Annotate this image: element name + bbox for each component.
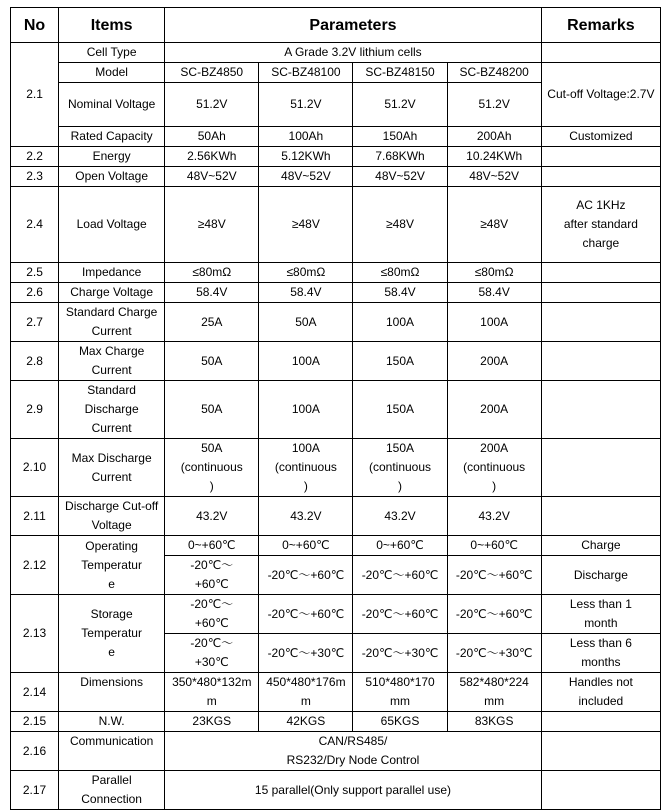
param-value: SC-BZ4850 — [165, 63, 259, 83]
param-value: 582*480*224 mm — [447, 673, 541, 712]
row-no: 2.13 — [11, 595, 59, 673]
param-value: -20℃～+30℃ — [353, 634, 447, 673]
remark-cell — [541, 283, 660, 303]
param-value: 58.4V — [353, 283, 447, 303]
param-value: -20℃～+60℃ — [259, 556, 353, 595]
remark-cell: Less than 1 month — [541, 595, 660, 634]
param-value: 48V~52V — [447, 167, 541, 187]
param-value: ≥48V — [353, 187, 447, 263]
remark-cell — [541, 732, 660, 771]
param-value: 150A (continuous) — [353, 439, 447, 497]
param-value: 200A — [447, 381, 541, 439]
row-operating-temp-charge — [11, 536, 661, 556]
remark-cell: Less than 6 months — [541, 634, 660, 673]
param-value: SC-BZ48150 — [353, 63, 447, 83]
row-energy — [11, 147, 661, 167]
param-value: 58.4V — [259, 283, 353, 303]
row-no: 2.4 — [11, 187, 59, 263]
param-value: 83KGS — [447, 712, 541, 732]
row-no: 2.10 — [11, 439, 59, 497]
param-value: ≥48V — [259, 187, 353, 263]
row-rated-capacity — [11, 127, 661, 147]
param-value: 100A — [447, 303, 541, 342]
param-value: 48V~52V — [353, 167, 447, 187]
row-no: 2.16 — [11, 732, 59, 771]
row-communication — [11, 732, 661, 771]
header-items: Items — [59, 8, 165, 43]
param-value: -20℃～+60℃ — [259, 595, 353, 634]
item-label: Cell Type — [59, 43, 165, 63]
row-no: 2.14 — [11, 673, 59, 712]
param-value: 510*480*170 mm — [353, 673, 447, 712]
item-label: Max Charge Current — [59, 342, 165, 381]
param-value: 0~+60℃ — [353, 536, 447, 556]
row-impedance — [11, 263, 661, 283]
row-no: 2.12 — [11, 536, 59, 595]
remark-cell — [541, 712, 660, 732]
param-value: 23KGS — [165, 712, 259, 732]
item-label: Standard Discharge Current — [59, 381, 165, 439]
param-value: 50A (continuous) — [165, 439, 259, 497]
param-value: 7.68KWh — [353, 147, 447, 167]
item-label: Energy — [59, 147, 165, 167]
header-remarks: Remarks — [541, 8, 660, 43]
item-label: Impedance — [59, 263, 165, 283]
item-label: Standard Charge Current — [59, 303, 165, 342]
item-label: Parallel Connection — [59, 771, 165, 810]
param-value: 200Ah — [447, 127, 541, 147]
remark-cell: Handles not included — [541, 673, 660, 712]
remark-cell: AC 1KHz after standard charge — [541, 187, 660, 263]
param-value: 42KGS — [259, 712, 353, 732]
param-value: 2.56KWh — [165, 147, 259, 167]
param-value: 10.24KWh — [447, 147, 541, 167]
row-no: 2.11 — [11, 497, 59, 536]
param-value: 51.2V — [447, 83, 541, 127]
param-value: 43.2V — [165, 497, 259, 536]
item-label: N.W. — [59, 712, 165, 732]
row-std-charge-current — [11, 303, 661, 342]
param-value: 0~+60℃ — [447, 536, 541, 556]
row-nw — [11, 712, 661, 732]
row-no: 2.17 — [11, 771, 59, 810]
item-label: Charge Voltage — [59, 283, 165, 303]
param-value: -20℃～+60℃ — [165, 595, 259, 634]
param-value: 5.12KWh — [259, 147, 353, 167]
param-value: 50A — [259, 303, 353, 342]
remark-cell — [541, 381, 660, 439]
param-value: 200A (continuous) — [447, 439, 541, 497]
param-value: 15 parallel(Only support parallel use) — [165, 771, 542, 810]
param-value: 100A — [259, 381, 353, 439]
item-label: Communication — [59, 732, 165, 771]
param-value: 100A — [259, 342, 353, 381]
remark-cell: Charge — [541, 536, 660, 556]
param-value: SC-BZ48100 — [259, 63, 353, 83]
param-value: ≤80mΩ — [353, 263, 447, 283]
param-value: 65KGS — [353, 712, 447, 732]
item-label: Discharge Cut-off Voltage — [59, 497, 165, 536]
param-value: 200A — [447, 342, 541, 381]
row-discharge-cutoff — [11, 497, 661, 536]
param-value: ≥48V — [165, 187, 259, 263]
row-max-discharge-current — [11, 439, 661, 497]
param-value: 100A (continuous) — [259, 439, 353, 497]
row-max-charge-current — [11, 342, 661, 381]
param-value: SC-BZ48200 — [447, 63, 541, 83]
row-dimensions — [11, 673, 661, 712]
row-load-voltage — [11, 187, 661, 263]
param-value: -20℃～+60℃ — [353, 595, 447, 634]
communication-line-2: RS232/Dry Node Control — [286, 753, 420, 767]
param-value: -20℃～+30℃ — [447, 634, 541, 673]
specification-table — [10, 7, 661, 810]
param-value: 100Ah — [259, 127, 353, 147]
item-label: Open Voltage — [59, 167, 165, 187]
param-value: 43.2V — [353, 497, 447, 536]
row-open-voltage — [11, 167, 661, 187]
item-label: Model — [59, 63, 165, 83]
param-value: 150Ah — [353, 127, 447, 147]
param-value: 50A — [165, 381, 259, 439]
param-value: A Grade 3.2V lithium cells — [165, 43, 542, 63]
param-value: 48V~52V — [165, 167, 259, 187]
header-parameters: Parameters — [165, 8, 542, 43]
row-cell-type — [11, 43, 661, 63]
remark-cell: Customized — [541, 127, 660, 147]
param-value: -20℃～+60℃ — [447, 556, 541, 595]
row-no: 2.8 — [11, 342, 59, 381]
param-value: 0~+60℃ — [259, 536, 353, 556]
row-no: 2.9 — [11, 381, 59, 439]
param-value: 0~+60℃ — [165, 536, 259, 556]
param-value: ≤80mΩ — [259, 263, 353, 283]
header-row — [11, 8, 661, 43]
param-value: 100A — [353, 303, 447, 342]
param-value: -20℃～+30℃ — [259, 634, 353, 673]
param-value: ≥48V — [447, 187, 541, 263]
param-value: 58.4V — [165, 283, 259, 303]
row-std-discharge-current — [11, 381, 661, 439]
row-parallel — [11, 771, 661, 810]
param-value: 450*480*176mm — [259, 673, 353, 712]
param-value: 50A — [165, 342, 259, 381]
remark-cell — [541, 167, 660, 187]
param-value: -20℃～+60℃ — [447, 595, 541, 634]
param-value: 43.2V — [259, 497, 353, 536]
header-no: No — [11, 8, 59, 43]
row-model — [11, 63, 661, 83]
param-value: 50Ah — [165, 127, 259, 147]
item-label: Operating Temperature — [59, 536, 165, 595]
row-no: 2.15 — [11, 712, 59, 732]
remark-cell: Discharge — [541, 556, 660, 595]
item-label: Max Discharge Current — [59, 439, 165, 497]
remark-cell — [541, 263, 660, 283]
param-value: 58.4V — [447, 283, 541, 303]
param-value: 43.2V — [447, 497, 541, 536]
param-value: -20℃～+60℃ — [165, 556, 259, 595]
param-value: -20℃～+30℃ — [165, 634, 259, 673]
row-no: 2.5 — [11, 263, 59, 283]
remark-cell — [541, 303, 660, 342]
param-value: 51.2V — [165, 83, 259, 127]
param-value — [165, 732, 542, 771]
param-value: 51.2V — [259, 83, 353, 127]
param-value: -20℃～+60℃ — [353, 556, 447, 595]
row-no: 2.1 — [11, 43, 59, 147]
item-label: Load Voltage — [59, 187, 165, 263]
param-value: 150A — [353, 342, 447, 381]
param-value: ≤80mΩ — [165, 263, 259, 283]
row-no: 2.2 — [11, 147, 59, 167]
remark-cell — [541, 771, 660, 810]
row-no: 2.3 — [11, 167, 59, 187]
param-value: 51.2V — [353, 83, 447, 127]
remark-cell — [541, 439, 660, 497]
remark-cell — [541, 43, 660, 63]
item-label: Dimensions — [59, 673, 165, 712]
item-label: Storage Temperature — [59, 595, 165, 673]
remark-cell — [541, 147, 660, 167]
row-charge-voltage — [11, 283, 661, 303]
param-value: 48V~52V — [259, 167, 353, 187]
communication-line-1: CAN/RS485/ — [318, 734, 388, 748]
row-no: 2.7 — [11, 303, 59, 342]
param-value: 350*480*132mm — [165, 673, 259, 712]
param-value: 25A — [165, 303, 259, 342]
param-value: 150A — [353, 381, 447, 439]
remark-cell — [541, 342, 660, 381]
row-no: 2.6 — [11, 283, 59, 303]
item-label: Rated Capacity — [59, 127, 165, 147]
item-label: Nominal Voltage — [59, 83, 165, 127]
param-value: ≤80mΩ — [447, 263, 541, 283]
row-storage-temp-short — [11, 595, 661, 634]
remark-cell — [541, 497, 660, 536]
remark-cell: Cut-off Voltage:2.7V — [541, 63, 660, 127]
